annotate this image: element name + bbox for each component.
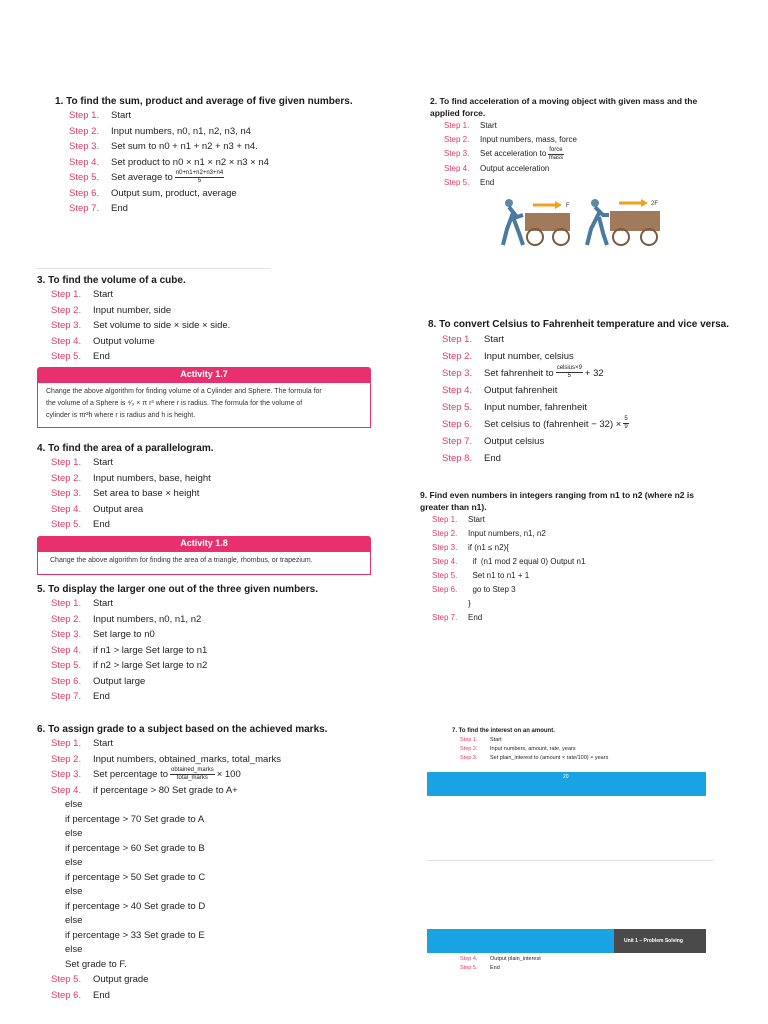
step-row <box>51 658 377 674</box>
step-label: Step 1. <box>444 121 470 130</box>
step-text: Start <box>93 598 114 609</box>
algorithm-8-steps <box>428 331 738 467</box>
step-row <box>442 433 738 450</box>
step-text: Set product to n0 × n1 × n2 × n3 × n4 <box>111 156 269 168</box>
step-text: Input numbers, n0, n1, n2, n3, n4 <box>111 125 251 137</box>
step-row <box>51 752 377 768</box>
step-text: go to Step 3 <box>468 585 516 594</box>
step-text: Start <box>484 334 505 345</box>
step-text: Input numbers, n1, n2 <box>468 529 546 538</box>
step-label: Step 6. <box>442 419 473 430</box>
step-text: Input numbers, base, height <box>93 472 211 484</box>
step-row <box>51 349 377 365</box>
step-row <box>69 186 385 202</box>
step-label: Step 8. <box>442 453 473 464</box>
divider-line-2 <box>427 860 714 861</box>
step-label: Step 2. <box>432 529 458 538</box>
fraction <box>170 767 215 783</box>
step-row <box>51 455 377 471</box>
step-label: Step 4. <box>69 156 100 168</box>
algorithm-6-title: 6. To assign grade to a subject based on the achieved marks. <box>37 724 328 735</box>
step-label: Step 3. <box>69 141 100 152</box>
activity-1-8-line-1: Change the above algorithm for finding the area of a triangle, rhombus, or trapezium. <box>50 557 313 564</box>
step-label <box>432 597 468 611</box>
step-text: Start <box>111 110 132 121</box>
step-text: Set celsius to (fahrenheit − 32) × <box>484 419 622 430</box>
step-label: Step 2. <box>69 125 100 137</box>
algorithm-6-steps-b <box>37 972 377 1003</box>
step-text: Output celsius <box>484 436 545 447</box>
step-text-tail: + 32 <box>584 368 604 379</box>
activity-1-7-line-3: cylinder is πr²h where r is radius and h is height. <box>46 412 196 419</box>
step-label: Step 1. <box>432 515 458 524</box>
grade-condition-line: if percentage > 33 Set grade to E <box>65 929 205 941</box>
step-label: Step 1. <box>460 737 478 743</box>
blue-header-band <box>427 929 614 953</box>
step-row <box>442 450 738 467</box>
step-row <box>444 119 720 133</box>
step-text: Start <box>93 738 114 749</box>
step-row <box>51 318 377 334</box>
step-label: Step 7. <box>442 436 473 447</box>
step-text: End <box>93 691 110 702</box>
step-row <box>460 745 702 754</box>
step-row <box>460 736 702 745</box>
grade-condition-line: else <box>65 915 83 926</box>
step-text: Set acceleration to <box>480 149 547 158</box>
step-label: Step 2. <box>444 135 470 144</box>
step-label: Step 7. <box>51 691 82 702</box>
step-row <box>51 596 377 612</box>
blue-footer-band <box>427 772 706 796</box>
step-text: if n1 > large Set large to n1 <box>93 644 208 656</box>
algorithm-5-title: 5. To display the larger one out of the three given numbers. <box>37 584 318 595</box>
algorithm-9-steps <box>420 513 720 625</box>
step-row <box>69 108 385 124</box>
grade-condition-line: else <box>65 857 83 868</box>
step-label: Step 4. <box>51 644 82 656</box>
step-row <box>460 754 702 763</box>
step-row <box>432 555 720 569</box>
step-label: Step 5. <box>460 965 478 971</box>
step-label: Step 4. <box>444 164 470 173</box>
step-text: End <box>468 613 483 622</box>
fraction <box>548 147 563 162</box>
step-text: Set n1 to n1 + 1 <box>468 571 530 580</box>
step-row <box>51 303 377 319</box>
grade-condition-line: else <box>65 944 83 955</box>
algorithm-2-title: 2. To find acceleration of a moving object with given mass and the applied force. <box>430 96 698 118</box>
algorithm-8-title: 8. To convert Celsius to Fahrenheit temperature and vice versa. <box>428 319 730 330</box>
algorithm-6 <box>37 723 377 1003</box>
activity-1-8-header: Activity 1.8 <box>37 536 371 551</box>
step-label: Step 5. <box>51 974 82 985</box>
step-row <box>51 988 377 1004</box>
step-row <box>51 674 377 690</box>
step-text: if percentage > 80 Set grade to A+ <box>93 784 238 796</box>
activity-1-8-box <box>37 551 371 575</box>
step-label: Step 1. <box>442 334 473 345</box>
step-label: Step 2. <box>460 746 478 752</box>
algorithm-7-continued <box>452 955 702 973</box>
step-label: Step 4. <box>51 503 82 515</box>
step-row <box>69 201 385 217</box>
algorithm-6-body <box>37 798 377 972</box>
step-text: Output area <box>93 503 144 515</box>
step-row <box>442 399 738 416</box>
step-text: End <box>484 453 501 464</box>
grade-condition-line: Set grade to F. <box>65 958 127 970</box>
step-label: Step 1. <box>51 457 82 468</box>
step-label: Step 3. <box>460 755 478 761</box>
step-row <box>69 170 385 186</box>
grade-condition-line: else <box>65 828 83 839</box>
force-arrow-f <box>533 201 570 209</box>
step-text: End <box>93 989 110 1001</box>
step-label: Step 3. <box>51 629 82 640</box>
step-text: Set area to base × height <box>93 488 200 499</box>
step-label: Step 4. <box>460 956 478 962</box>
step-label: Step 5. <box>51 519 82 530</box>
fraction-numerator: celsius×9 <box>556 365 582 371</box>
step-row <box>69 139 385 155</box>
step-row <box>51 471 377 487</box>
step-label: Step 3. <box>432 543 458 552</box>
step-text: End <box>93 519 110 530</box>
step-label: Step 2. <box>51 304 82 316</box>
step-label: Step 1. <box>51 598 82 609</box>
step-text: if (n1 mod 2 equal 0) Output n1 <box>468 557 586 566</box>
step-text: End <box>490 965 500 971</box>
step-label: Step 5. <box>442 402 473 413</box>
activity-1-7-line-2: the volume of a Sphere is ⁴⁄₃ × π r³ where r is radius. The formula for the volume of <box>46 400 303 407</box>
activity-1-7-header: Activity 1.7 <box>37 367 371 382</box>
step-row <box>432 569 720 583</box>
algorithm-7-steps-b <box>452 955 702 973</box>
step-text: Set volume to side × side × side. <box>93 320 231 331</box>
step-row <box>442 365 738 382</box>
step-row <box>442 331 738 348</box>
step-label: Step 4. <box>51 335 82 347</box>
step-text: Set sum to n0 + n1 + n2 + n3 + n4. <box>111 141 258 152</box>
step-label: Step 2. <box>51 472 82 484</box>
step-row <box>51 287 377 303</box>
step-row <box>444 162 720 176</box>
step-text-tail: × 100 <box>216 769 241 780</box>
step-label: Step 3. <box>51 320 82 331</box>
algorithm-4-steps <box>37 455 377 533</box>
fraction <box>175 170 224 186</box>
algorithm-1 <box>55 95 385 217</box>
activity-1-7-box <box>37 382 371 428</box>
step-text: Output plain_interest <box>490 956 541 962</box>
algorithm-4 <box>37 442 377 533</box>
algorithm-9-title: 9. Find even numbers in integers ranging from n1 to n2 (where n2 is greater than n1). <box>420 490 694 512</box>
algorithm-9 <box>420 489 720 625</box>
activity-1-7-line-1: Change the above algorithm for finding volume of a Cylinder and Sphere. The formula for <box>46 388 322 395</box>
algorithm-7-steps-a <box>452 736 702 763</box>
step-label: Step 4. <box>51 784 82 796</box>
step-text: Input number, side <box>93 304 172 316</box>
step-text: Input numbers, mass, force <box>480 135 577 144</box>
step-label: Step 4. <box>442 385 473 396</box>
step-row <box>51 486 377 502</box>
step-text: End <box>93 351 110 362</box>
step-row <box>460 964 702 973</box>
step-label: Step 7. <box>432 613 458 622</box>
step-label: Step 6. <box>51 675 82 687</box>
fraction-numerator: force <box>549 147 563 153</box>
step-label: Step 6. <box>51 989 82 1001</box>
step-text: Start <box>490 737 502 743</box>
step-row <box>51 736 377 752</box>
step-row <box>51 643 377 659</box>
step-row <box>432 597 720 611</box>
step-text: Input number, celsius <box>484 351 574 362</box>
fraction-numerator: obtained_marks <box>171 767 214 773</box>
cart-small <box>525 213 570 245</box>
algorithm-6-steps-a <box>37 736 377 798</box>
unit-label: Unit 1 – Problem Solving <box>614 929 706 953</box>
force-label-2f: 2F <box>651 201 659 207</box>
step-label: Step 5. <box>432 571 458 580</box>
algorithm-3 <box>37 274 377 365</box>
algorithm-3-steps <box>37 287 377 365</box>
algorithm-2 <box>430 95 720 190</box>
step-text: Output fahrenheit <box>484 385 558 396</box>
algorithm-1-title: 1. To find the sum, product and average of five given numbers. <box>55 96 353 107</box>
step-text: Set large to n0 <box>93 629 155 640</box>
step-text: Start <box>93 457 114 468</box>
step-row <box>51 972 377 988</box>
step-row <box>51 767 377 783</box>
step-label: Step 3. <box>442 368 473 379</box>
step-label: Step 2. <box>442 351 473 362</box>
step-row <box>432 541 720 555</box>
algorithm-7 <box>452 727 702 763</box>
step-label: Step 1. <box>51 738 82 749</box>
step-label: Step 5. <box>51 660 82 671</box>
step-row <box>51 517 377 533</box>
step-label: Step 6. <box>69 187 100 199</box>
step-text: End <box>111 203 128 214</box>
step-row <box>432 527 720 541</box>
step-row <box>442 348 738 365</box>
fraction-denominator: mass <box>548 155 564 161</box>
grade-condition-line: if percentage > 60 Set grade to B <box>65 842 205 854</box>
grade-condition-line: else <box>65 799 83 810</box>
step-label: Step 2. <box>51 753 82 765</box>
algorithm-2-steps <box>430 119 720 190</box>
step-text: Output acceleration <box>480 164 550 173</box>
step-row <box>444 147 720 162</box>
grade-condition-line: if percentage > 40 Set grade to D <box>65 900 206 912</box>
force-label-f: F <box>566 203 570 209</box>
step-label: Step 3. <box>444 149 470 158</box>
step-row <box>442 382 738 399</box>
step-text: Output large <box>93 675 146 687</box>
fraction-numerator: 5 <box>624 416 628 422</box>
step-row <box>69 124 385 140</box>
algorithm-5-steps <box>37 596 377 705</box>
person-pushing-1 <box>503 199 523 245</box>
step-label: Step 3. <box>51 488 82 499</box>
fraction-denominator: 9 <box>624 424 628 430</box>
cart-large <box>610 211 660 245</box>
step-label: Step 6. <box>432 585 458 594</box>
step-text: Output sum, product, average <box>111 187 237 199</box>
step-label: Step 3. <box>51 769 82 780</box>
step-label: Step 5. <box>444 178 470 187</box>
step-row <box>51 334 377 350</box>
step-text: Set plain_interest to (amount × rate/100) × years <box>490 755 609 761</box>
pushing-carts-figure <box>495 193 665 248</box>
step-text: End <box>480 178 495 187</box>
person-pushing-2 <box>587 199 609 245</box>
step-row <box>444 176 720 190</box>
grade-condition-line: else <box>65 886 83 897</box>
step-label: Step 1. <box>69 110 100 121</box>
grade-condition-line: if percentage > 50 Set grade to C <box>65 871 206 883</box>
step-label: Step 5. <box>69 172 100 183</box>
step-text: Input numbers, amount, rate, years <box>490 746 576 752</box>
step-label: Step 4. <box>432 557 458 566</box>
step-row <box>442 416 738 433</box>
step-text: } <box>468 599 471 608</box>
algorithm-8 <box>428 318 738 467</box>
step-text: if (n1 ≤ n2){ <box>468 543 509 552</box>
step-text: Input number, fahrenheit <box>484 402 587 413</box>
step-text: Start <box>93 289 114 300</box>
divider-line-1 <box>35 268 270 269</box>
step-row <box>51 502 377 518</box>
step-text: Set average to <box>111 172 173 183</box>
step-row <box>51 627 377 643</box>
algorithm-7-title: 7. To find the interest on an amount. <box>452 728 555 734</box>
step-text: Start <box>480 121 497 130</box>
step-text: if n2 > large Set large to n2 <box>93 660 208 671</box>
fraction-denominator: 5 <box>567 373 571 379</box>
step-label: Step 2. <box>51 613 82 625</box>
step-text: Output volume <box>93 335 155 347</box>
step-text: Input numbers, n0, n1, n2 <box>93 613 202 625</box>
step-row <box>432 611 720 625</box>
fraction-numerator: n0+n1+n2+n3+n4 <box>175 170 224 176</box>
step-text: Start <box>468 515 485 524</box>
algorithm-5 <box>37 583 377 705</box>
fraction-denominator: total_marks <box>176 775 208 781</box>
fraction <box>623 416 628 433</box>
step-row <box>460 955 702 964</box>
step-text: Set percentage to <box>93 769 168 780</box>
step-row <box>51 612 377 628</box>
step-row <box>432 583 720 597</box>
force-arrow-2f <box>619 199 658 207</box>
step-label: Step 1. <box>51 289 82 300</box>
page-number: 20 <box>563 774 569 780</box>
fraction <box>556 365 583 382</box>
algorithm-4-title: 4. To find the area of a parallelogram. <box>37 443 214 454</box>
step-row <box>51 783 377 799</box>
grade-condition-line: if percentage > 70 Set grade to A <box>65 813 205 825</box>
step-text: Output grade <box>93 974 149 985</box>
algorithm-1-steps <box>55 108 385 217</box>
step-text: Input numbers, obtained_marks, total_marks <box>93 753 281 765</box>
step-row <box>444 133 720 147</box>
step-row <box>69 155 385 171</box>
step-text: Set fahrenheit to <box>484 368 554 379</box>
step-label: Step 5. <box>51 351 82 362</box>
step-row <box>51 689 377 705</box>
fraction-denominator: 5 <box>197 178 202 184</box>
step-label: Step 7. <box>69 203 100 214</box>
step-row <box>432 513 720 527</box>
algorithm-3-title: 3. To find the volume of a cube. <box>37 275 186 286</box>
